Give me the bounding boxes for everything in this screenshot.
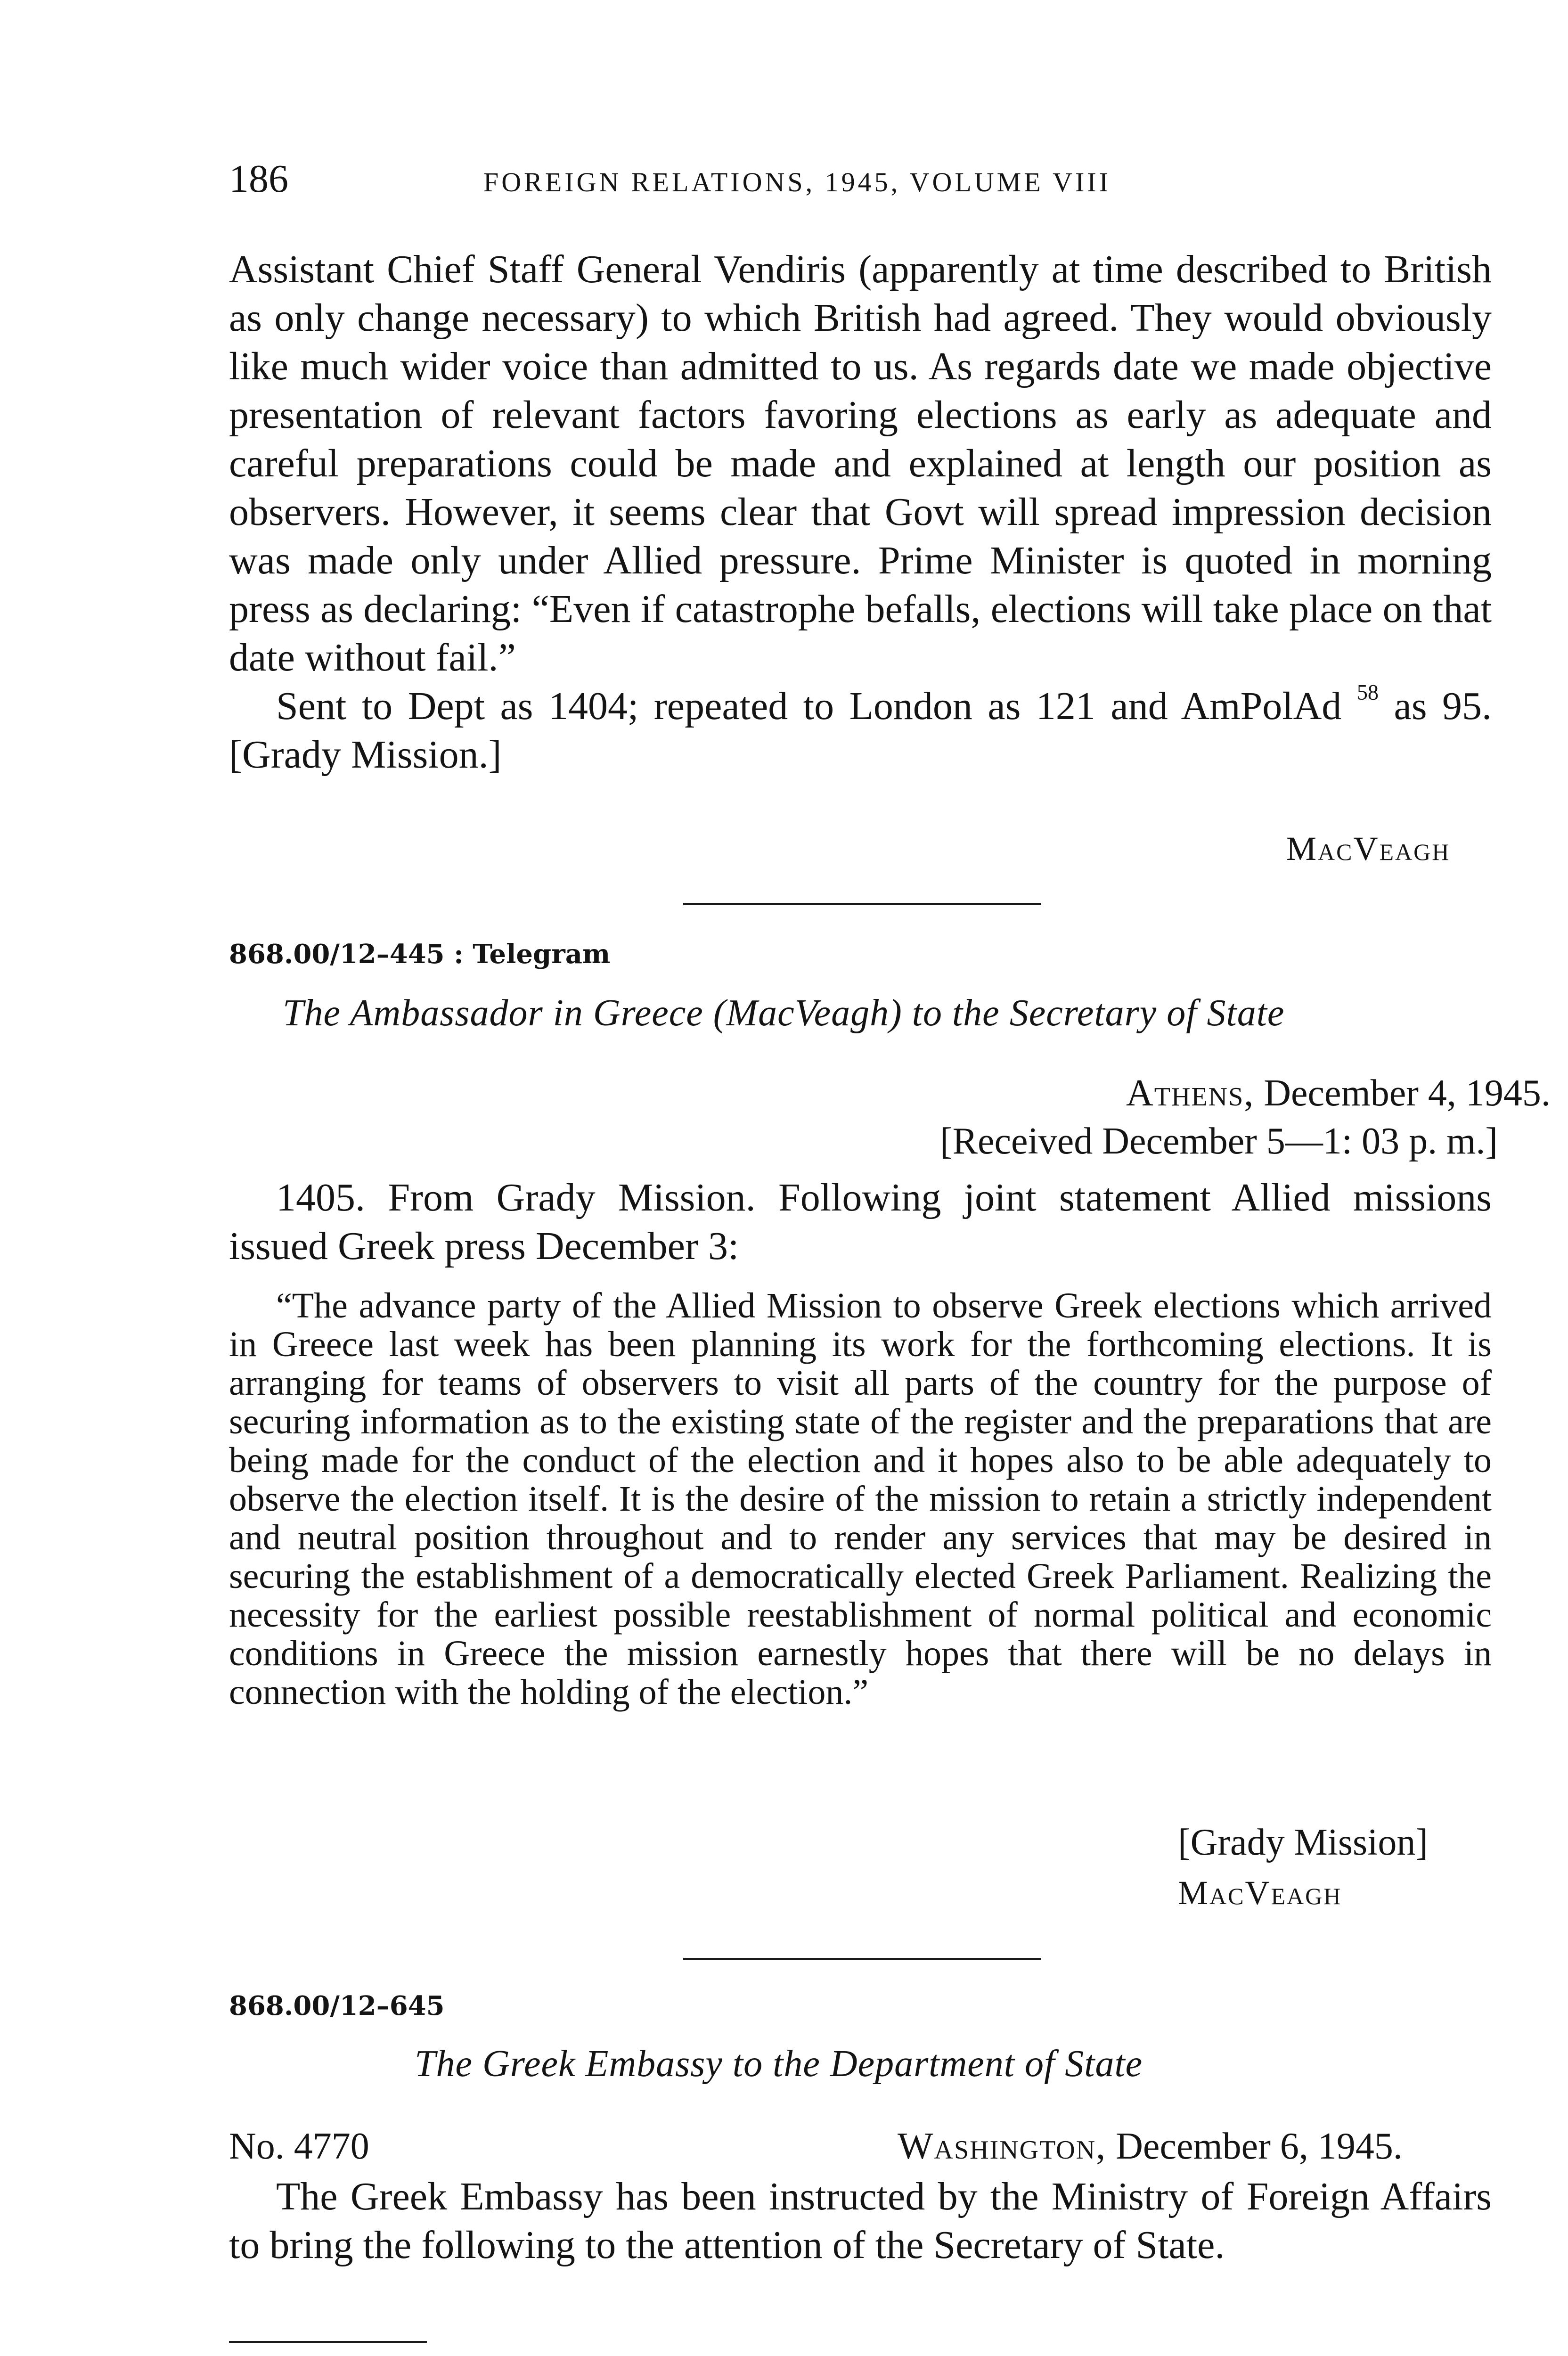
page-number: 186 xyxy=(229,157,288,201)
note-number: No. 4770 xyxy=(229,2126,369,2167)
section-divider xyxy=(683,1958,1041,1960)
continued-telegram-body xyxy=(229,245,1492,779)
telegram-intro xyxy=(229,1173,1492,1270)
dateline-place: Athens, xyxy=(1126,1072,1255,1114)
dateline xyxy=(1126,1070,1551,1117)
document-title: The Ambassador in Greece (MacVeagh) to the Secretary of State xyxy=(283,992,1285,1034)
signature: MacVeagh xyxy=(1178,1874,1342,1912)
sent-to-paragraph xyxy=(229,682,1492,779)
running-head: FOREIGN RELATIONS, 1945, VOLUME VIII xyxy=(483,167,1111,197)
file-reference: 868.00/12–645 xyxy=(229,1990,445,2021)
received-line: [Received December 5—1: 03 p. m.] xyxy=(940,1121,1498,1162)
quote-paragraph: “The advance party of the Allied Mission to observe Greek elections which arrived in Greece last week has been planning its work for the forthcoming elections. It is arranging for teams of observers to visit all parts of the country for the purpose of securing information as to the existing state of the register and the preparations that are being made for the conduct of the election and it hopes also to be able adequately to observe the election itself. It is the desire of the mission to retain a strictly independent and neutral position throughout and to render any services that may be desired in securing the establishment of a democratically elected Greek Parliament. Realizing the necessity for the earliest possible reestablishment of normal political and economic conditions in Greece the mission earnestly hopes that there will be no delays in connection with the holding of the election.” xyxy=(229,1286,1492,1712)
intro-paragraph: 1405. From Grady Mission. Following joint statement Allied missions issued Greek press December 3: xyxy=(229,1176,1492,1268)
note-body xyxy=(229,2172,1492,2269)
file-reference: 868.00/12–445 : Telegram xyxy=(229,939,611,970)
dateline-date: December 6, 1945. xyxy=(1116,2126,1403,2167)
sent-to-text-end: as 95. [Grady Mission.] xyxy=(229,684,1492,777)
document-title: The Greek Embassy to the Department of State xyxy=(415,2043,1143,2085)
body-paragraph: The Greek Embassy has been instructed by the Ministry of Foreign Affairs to bring the following to the attention of the Secretary of State. xyxy=(229,2175,1492,2267)
dateline xyxy=(898,2123,1403,2170)
quoted-statement xyxy=(229,1286,1492,1711)
section-divider xyxy=(683,903,1041,905)
footnote-rule xyxy=(229,2341,427,2343)
dateline-place: Washington, xyxy=(898,2126,1107,2167)
sent-to-text: Sent to Dept as 1404; repeated to London as 121 and AmPolAd xyxy=(276,684,1342,728)
closing-line: [Grady Mission] xyxy=(1178,1822,1429,1863)
page-header xyxy=(229,155,1492,212)
signature: MacVeagh xyxy=(1286,830,1451,867)
dateline-date: December 4, 1945. xyxy=(1264,1072,1551,1114)
footnote-reference[interactable]: 58 xyxy=(1356,680,1379,704)
body-paragraph: Assistant Chief Staff General Vendiris (apparently at time described to British as only change necessary) to which British had agreed. They would obviously like much wider voice than admitted to us. As regards date we made objective presentation of relevant factors favoring elections as early as adequate and careful preparations could be made and explained at length our position as observers. However, it seems clear that Govt will spread impression decision was made only under Allied pressure. Prime Minister is quoted in morning press as declaring: “Even if catastrophe befalls, elections will take place on that date without fail.” xyxy=(229,247,1492,679)
